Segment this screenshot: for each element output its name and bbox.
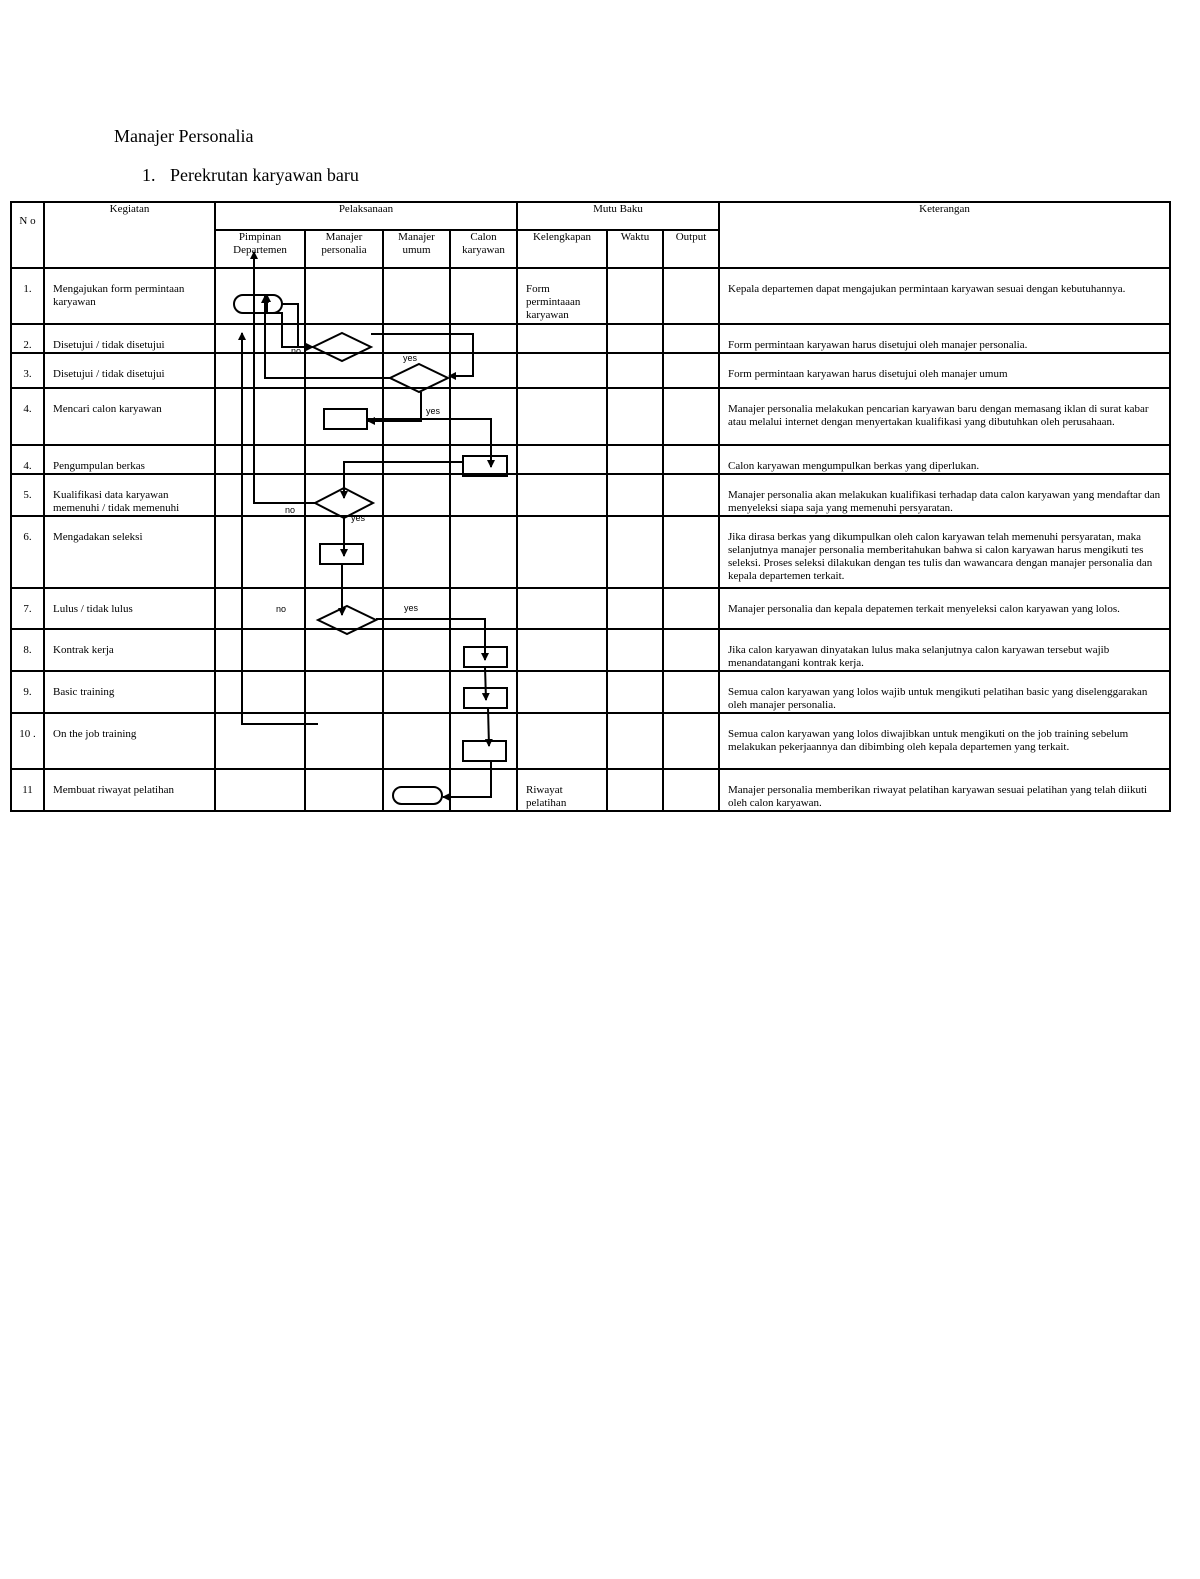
row-pimpinan-cell	[215, 671, 305, 713]
row-pimpinan-cell	[215, 353, 305, 388]
table-row	[11, 588, 1170, 629]
row-kegiatan: Mengadakan seleksi	[44, 516, 215, 588]
row-kegiatan: Mencari calon karyawan	[44, 388, 215, 445]
row-pimpinan-cell	[215, 474, 305, 516]
row-keterangan: Jika dirasa berkas yang dikumpulkan oleh calon karyawan telah memenuhi persyaratan, maka selanjutnya manajer personalia memberitahukan bahwa si calon karyawan harus mengikuti tes seleksi. Proses seleksi dilakukan dengan tes tulis dan wawancara dengan manajer personalia dan kepala departemen terkait.	[719, 516, 1170, 588]
row-umum-cell	[383, 713, 450, 769]
row-personalia-cell	[305, 474, 383, 516]
row-keterangan: Manajer personalia dan kepala depatemen terkait menyeleksi calon karyawan yang lolos.	[719, 588, 1170, 629]
header-manajer-umum: Manajer umum	[383, 230, 450, 268]
row-no: 3.	[11, 353, 44, 388]
row-kegiatan: Mengajukan form permintaan karyawan	[44, 268, 215, 324]
row-output	[663, 713, 719, 769]
section-title	[142, 165, 359, 186]
table-row	[11, 474, 1170, 516]
row-personalia-cell	[305, 713, 383, 769]
row-calon-cell	[450, 324, 517, 353]
row-waktu	[607, 769, 663, 811]
row-personalia-cell	[305, 588, 383, 629]
row-no: 6.	[11, 516, 44, 588]
row-calon-cell	[450, 388, 517, 445]
row-calon-cell	[450, 268, 517, 324]
header-pelaksanaan: Pelaksanaan	[215, 202, 517, 230]
row-waktu	[607, 474, 663, 516]
row-output	[663, 445, 719, 474]
row-kegiatan: Kontrak kerja	[44, 629, 215, 671]
flow-label-d1-yes: yes	[403, 353, 418, 363]
row-waktu	[607, 388, 663, 445]
section-number: 1.	[142, 165, 156, 185]
flow-label-d4-yes: yes	[404, 603, 419, 613]
row-waktu	[607, 353, 663, 388]
row-calon-cell	[450, 353, 517, 388]
row-personalia-cell	[305, 629, 383, 671]
header-manajer-personalia: Manajer personalia	[305, 230, 383, 268]
row-waktu	[607, 516, 663, 588]
row-calon-cell	[450, 713, 517, 769]
row-personalia-cell	[305, 769, 383, 811]
row-keterangan: Manajer personalia memberikan riwayat pelatihan karyawan sesuai pelatihan yang telah diikuti oleh calon karyawan.	[719, 769, 1170, 811]
row-waktu	[607, 324, 663, 353]
row-calon-cell	[450, 769, 517, 811]
table-row	[11, 324, 1170, 353]
row-keterangan: Form permintaan karyawan harus disetujui oleh manajer umum	[719, 353, 1170, 388]
row-kegiatan: Kualifikasi data karyawan memenuhi / tidak memenuhi	[44, 474, 215, 516]
row-pimpinan-cell	[215, 588, 305, 629]
row-pimpinan-cell	[215, 388, 305, 445]
row-kegiatan: Disetujui / tidak disetujui	[44, 324, 215, 353]
row-waktu	[607, 671, 663, 713]
row-output	[663, 588, 719, 629]
row-personalia-cell	[305, 268, 383, 324]
table-row	[11, 353, 1170, 388]
row-waktu	[607, 629, 663, 671]
row-kelengkapan	[517, 516, 607, 588]
row-umum-cell	[383, 353, 450, 388]
row-kegiatan: Disetujui / tidak disetujui	[44, 353, 215, 388]
header-waktu: Waktu	[607, 230, 663, 268]
row-waktu	[607, 445, 663, 474]
row-personalia-cell	[305, 324, 383, 353]
row-umum-cell	[383, 324, 450, 353]
row-output	[663, 324, 719, 353]
row-calon-cell	[450, 629, 517, 671]
row-output	[663, 671, 719, 713]
row-kegiatan: Pengumpulan berkas	[44, 445, 215, 474]
row-pimpinan-cell	[215, 769, 305, 811]
row-pimpinan-cell	[215, 445, 305, 474]
section-title-text: Perekrutan karyawan baru	[170, 165, 359, 185]
row-calon-cell	[450, 445, 517, 474]
row-umum-cell	[383, 629, 450, 671]
row-kegiatan: Basic training	[44, 671, 215, 713]
header-kegiatan: Kegiatan	[44, 202, 215, 268]
header-mutu-baku: Mutu Baku	[517, 202, 719, 230]
row-output	[663, 629, 719, 671]
row-no: 1.	[11, 268, 44, 324]
row-kelengkapan: Form permintaaan karyawan	[517, 268, 607, 324]
row-keterangan: Manajer personalia akan melakukan kualifikasi terhadap data calon karyawan yang mendaftar dan menyeleksi siapa saja yang memenuhi persyaratan.	[719, 474, 1170, 516]
row-umum-cell	[383, 445, 450, 474]
row-output	[663, 474, 719, 516]
row-waktu	[607, 268, 663, 324]
row-personalia-cell	[305, 388, 383, 445]
row-keterangan: Semua calon karyawan yang lolos wajib untuk mengikuti pelatihan basic yang diselenggarakan oleh manajer personalia.	[719, 671, 1170, 713]
row-umum-cell	[383, 588, 450, 629]
row-umum-cell	[383, 388, 450, 445]
row-umum-cell	[383, 268, 450, 324]
row-kegiatan: Lulus / tidak lulus	[44, 588, 215, 629]
row-keterangan: Form permintaan karyawan harus disetujui oleh manajer personalia.	[719, 324, 1170, 353]
table-row	[11, 445, 1170, 474]
row-personalia-cell	[305, 353, 383, 388]
row-pimpinan-cell	[215, 713, 305, 769]
table-row	[11, 671, 1170, 713]
row-personalia-cell	[305, 516, 383, 588]
row-kelengkapan	[517, 474, 607, 516]
row-kegiatan: Membuat riwayat pelatihan	[44, 769, 215, 811]
flow-label-d1-no: no	[291, 346, 302, 356]
row-no: 7.	[11, 588, 44, 629]
row-kelengkapan	[517, 671, 607, 713]
flow-label-d3-yes: yes	[351, 513, 366, 523]
header-row-1	[11, 202, 1170, 230]
row-output	[663, 388, 719, 445]
header-calon-karyawan: Calon karyawan	[450, 230, 517, 268]
row-pimpinan-cell	[215, 516, 305, 588]
header-no: N o	[11, 202, 44, 268]
row-keterangan: Semua calon karyawan yang lolos diwajibkan untuk mengikuti on the job training sebelum melakukan pekerjaannya dan dibimbing oleh kepala departemen yang terkait.	[719, 713, 1170, 769]
row-personalia-cell	[305, 445, 383, 474]
row-umum-cell	[383, 516, 450, 588]
table-row	[11, 629, 1170, 671]
row-no: 4.	[11, 388, 44, 445]
header-output: Output	[663, 230, 719, 268]
row-output	[663, 769, 719, 811]
row-waktu	[607, 713, 663, 769]
header-kelengkapan: Kelengkapan	[517, 230, 607, 268]
row-output	[663, 268, 719, 324]
table-row	[11, 388, 1170, 445]
row-kelengkapan	[517, 445, 607, 474]
row-kelengkapan	[517, 324, 607, 353]
row-kegiatan: On the job training	[44, 713, 215, 769]
row-keterangan: Calon karyawan mengumpulkan berkas yang diperlukan.	[719, 445, 1170, 474]
row-kelengkapan: Riwayat pelatihan	[517, 769, 607, 811]
table-row	[11, 516, 1170, 588]
row-waktu	[607, 588, 663, 629]
flow-label-d3-no: no	[285, 505, 296, 515]
row-no: 10 .	[11, 713, 44, 769]
row-no: 11	[11, 769, 44, 811]
row-pimpinan-cell	[215, 629, 305, 671]
row-kelengkapan	[517, 713, 607, 769]
table-row	[11, 713, 1170, 769]
row-pimpinan-cell	[215, 268, 305, 324]
row-personalia-cell	[305, 671, 383, 713]
row-kelengkapan	[517, 588, 607, 629]
row-pimpinan-cell	[215, 324, 305, 353]
row-no: 2.	[11, 324, 44, 353]
row-calon-cell	[450, 588, 517, 629]
row-keterangan: Manajer personalia melakukan pencarian karyawan baru dengan memasang iklan di surat kabar atau melalui internet dengan menyertakan kualifikasi yang dibutuhkan oleh perusahaan.	[719, 388, 1170, 445]
row-no: 5.	[11, 474, 44, 516]
row-umum-cell	[383, 474, 450, 516]
table-body	[11, 268, 1170, 811]
header-pimpinan-departemen: Pimpinan Departemen	[215, 230, 305, 268]
row-output	[663, 353, 719, 388]
row-output	[663, 516, 719, 588]
flow-label-d2-yes: yes	[426, 406, 441, 416]
row-umum-cell	[383, 769, 450, 811]
flow-label-d4-no: no	[276, 604, 287, 614]
row-calon-cell	[450, 474, 517, 516]
row-no: 9.	[11, 671, 44, 713]
row-kelengkapan	[517, 629, 607, 671]
row-calon-cell	[450, 671, 517, 713]
row-kelengkapan	[517, 388, 607, 445]
row-umum-cell	[383, 671, 450, 713]
row-kelengkapan	[517, 353, 607, 388]
row-keterangan: Jika calon karyawan dinyatakan lulus maka selanjutnya calon karyawan tersebut wajib menandatangani kontrak kerja.	[719, 629, 1170, 671]
table-row	[11, 769, 1170, 811]
row-no: 4.	[11, 445, 44, 474]
row-calon-cell	[450, 516, 517, 588]
procedure-table	[10, 201, 1171, 812]
table-row	[11, 268, 1170, 324]
page-heading: Manajer Personalia	[114, 126, 254, 146]
header-keterangan: Keterangan	[719, 202, 1170, 268]
row-no: 8.	[11, 629, 44, 671]
row-keterangan: Kepala departemen dapat mengajukan permintaan karyawan sesuai dengan kebutuhannya.	[719, 268, 1170, 324]
